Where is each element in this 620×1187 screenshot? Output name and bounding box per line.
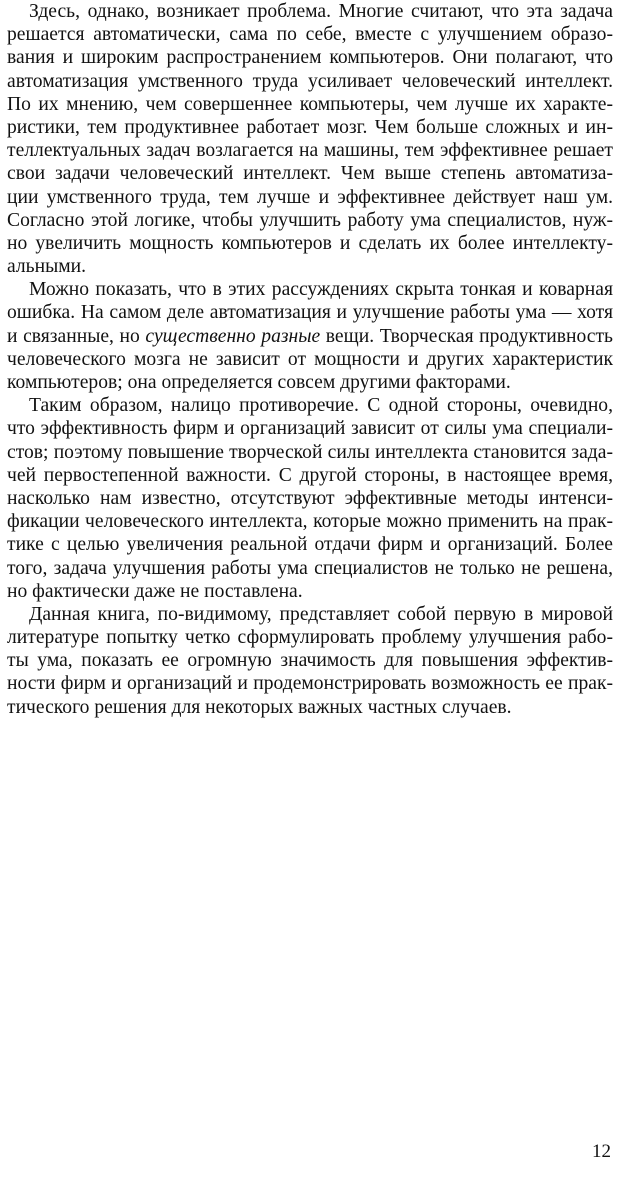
text-fragment: и связанные, но — [7, 325, 146, 347]
text-line: автоматизация умственного труда усиливает человеческий интеллект. — [7, 70, 613, 92]
text-line: ты ума, показать ее огромную значимость для повышения эффектив- — [7, 650, 613, 672]
text-line: фикации человеческого интеллекта, которые можно применить на прак- — [7, 511, 613, 533]
emphasized-text: существенно разные — [145, 325, 321, 347]
text-line: тике с целью увеличения реальной отдачи фирм и организаций. Более — [7, 534, 613, 556]
text-line-with-emphasis — [7, 325, 613, 348]
text-line: вания и широким распространением компьютеров. Они полагают, что — [7, 47, 613, 69]
text-line: решается автоматически, сама по себе, вместе с улучшением образо- — [7, 24, 613, 46]
body-text — [7, 0, 613, 719]
text-line: Здесь, однако, возникает проблема. Многие считают, что эта задача — [29, 1, 613, 22]
text-line: но фактически даже не поставлена. — [7, 580, 303, 602]
text-line: Таким образом, налицо противоречие. С одной стороны, очевидно, — [29, 395, 613, 417]
paragraph-2 — [7, 278, 613, 394]
text-fragment: вещи. Творческая продуктивность — [320, 325, 613, 347]
text-line: литературе попытку четко сформулировать проблему улучшения рабо- — [7, 627, 613, 649]
text-line: компьютеров; она определяется совсем другими факторами. — [7, 372, 511, 393]
text-line: ошибка. На самом деле автоматизация и улучшение работы ума — хотя — [7, 302, 613, 324]
text-line: насколько нам известно, отсутствуют эффективные методы интенси- — [7, 487, 613, 509]
text-line: свои задачи человеческий интеллект. Чем выше степень автоматиза- — [7, 163, 613, 185]
paragraph-3 — [7, 394, 613, 603]
text-line: тического решения для некоторых важных частных случаев. — [7, 696, 512, 718]
text-line: По их мнению, чем совершеннее компьютеры, чем лучше их характе- — [7, 93, 613, 115]
text-line: ристики, тем продуктивнее работает мозг. Чем больше сложных и ин- — [7, 116, 613, 138]
page-number: 12 — [592, 1141, 611, 1162]
text-line: стов; поэтому повышение творческой силы интеллекта становится задa- — [7, 441, 613, 463]
paragraph-1 — [7, 0, 613, 278]
text-line: ции умственного труда, тем лучше и эффективнее действует наш ум. — [7, 186, 613, 208]
text-line: но увеличить мощность компьютеров и сделать их более интеллекту- — [7, 232, 613, 254]
text-line: того, задача улучшения работы ума специалистов не только не решена, — [7, 557, 613, 579]
paragraph-4 — [7, 603, 613, 719]
text-line: Согласно этой логике, чтобы улучшить работу ума специалистов, нуж- — [7, 209, 613, 231]
text-line: Можно показать, что в этих рассуждениях скрыта тонкая и коварная — [29, 279, 613, 301]
text-line: ности фирм и организаций и продемонстрировать возможность ее прак- — [7, 673, 613, 695]
text-line: альными. — [7, 256, 87, 278]
text-line: Данная книга, по-видимому, представляет собой первую в мировой — [29, 603, 613, 625]
text-line: теллектуальных задач возлагается на машины, тем эффективнее решает — [7, 140, 613, 162]
text-line: чей первостепенной важности. С другой стороны, в настоящее время, — [7, 464, 613, 486]
text-line: человеческого мозга не зависит от мощности и других характеристик — [7, 348, 613, 370]
text-line: что эффективность фирм и организаций зависит от силы ума специали- — [7, 418, 613, 440]
